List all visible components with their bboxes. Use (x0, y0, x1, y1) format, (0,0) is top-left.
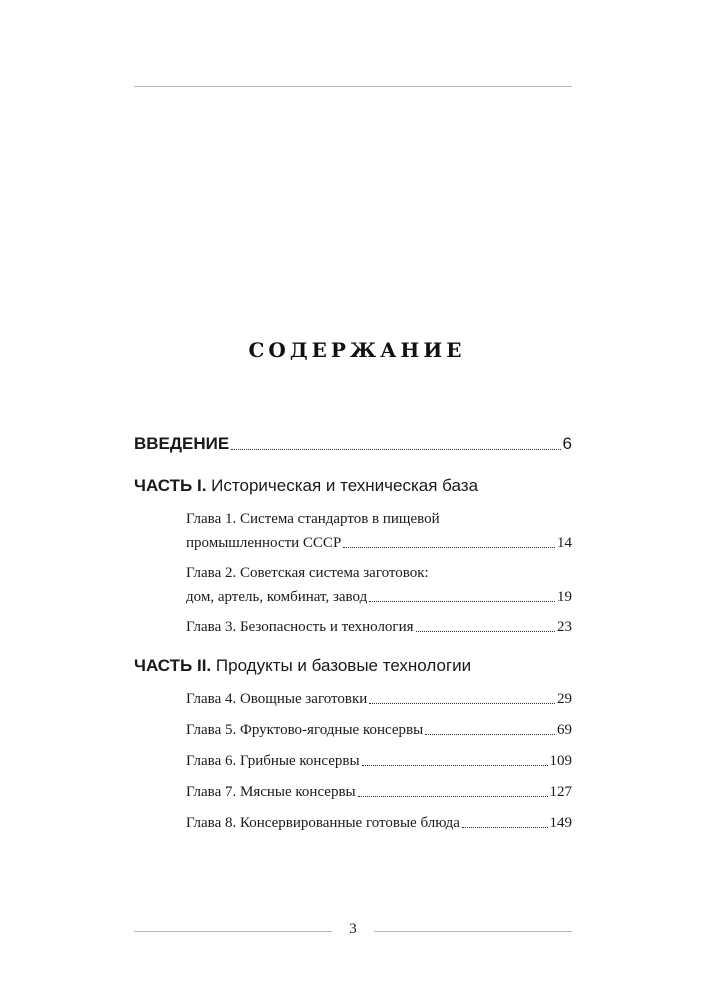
dot-leader (362, 755, 548, 766)
chapter-6-title: Глава 6. Грибные консервы (186, 753, 360, 769)
toc-chapter-1[interactable] (186, 528, 572, 552)
chapter-1-title-line1: Глава 1. Система стандартов в пищевой (186, 511, 440, 527)
chapter-1-page: 14 (557, 535, 572, 551)
part2-title: Продукты и базовые технологии (215, 656, 472, 675)
dot-leader (369, 693, 555, 704)
chapter-5-page: 69 (557, 722, 572, 738)
dot-leader (358, 786, 548, 797)
page-number: 3 (349, 921, 357, 937)
intro-label: ВВЕДЕНИЕ (134, 434, 230, 453)
chapter-2-title-line2: дом, артель, комбинат, завод (186, 589, 368, 605)
toc-chapter-5[interactable] (186, 715, 572, 739)
dot-leader (416, 621, 555, 632)
footer-rule-right (374, 931, 572, 932)
chapter-7-page: 127 (549, 784, 572, 800)
toc-chapter-1-line1[interactable] (186, 504, 440, 528)
chapter-7-title: Глава 7. Мясные консервы (186, 784, 356, 800)
toc-chapter-2[interactable] (186, 582, 572, 606)
toc-chapter-6[interactable] (186, 746, 572, 770)
toc-chapter-8[interactable] (186, 808, 572, 832)
dot-leader (425, 724, 555, 735)
dot-leader (462, 817, 548, 828)
part1-title: Историческая и техническая база (211, 476, 479, 495)
part1-label: ЧАСТЬ I. (134, 476, 207, 495)
toc-chapter-3[interactable] (186, 612, 572, 636)
page-title: СОДЕРЖАНИЕ (248, 338, 466, 362)
chapter-2-page: 19 (557, 589, 572, 605)
dot-leader (231, 439, 560, 450)
dot-leader (343, 537, 555, 548)
chapter-4-title: Глава 4. Овощные заготовки (186, 691, 368, 707)
part2-label: ЧАСТЬ II. (134, 656, 212, 675)
chapter-3-title: Глава 3. Безопасность и технология (186, 619, 414, 635)
chapter-5-title: Глава 5. Фруктово-ягодные консервы (186, 722, 424, 738)
toc-chapter-4[interactable] (186, 684, 572, 708)
chapter-1-title-line2: промышленности СССР (186, 535, 342, 551)
toc-chapter-7[interactable] (186, 777, 572, 801)
top-rule (134, 86, 572, 87)
toc-part-1[interactable] (134, 472, 572, 496)
chapter-6-page: 109 (549, 753, 572, 769)
intro-page: 6 (562, 434, 572, 453)
chapter-8-title: Глава 8. Консервированные готовые блюда (186, 815, 460, 831)
toc-entry-intro[interactable] (134, 430, 572, 454)
chapter-2-title-line1: Глава 2. Советская система заготовок: (186, 565, 429, 581)
chapter-8-page: 149 (549, 815, 572, 831)
toc-chapter-2-line1[interactable] (186, 558, 429, 582)
chapter-4-page: 29 (557, 691, 572, 707)
footer-rule-left (134, 931, 332, 932)
chapter-3-page: 23 (557, 619, 572, 635)
toc-part-2[interactable] (134, 652, 572, 676)
dot-leader (369, 591, 555, 602)
